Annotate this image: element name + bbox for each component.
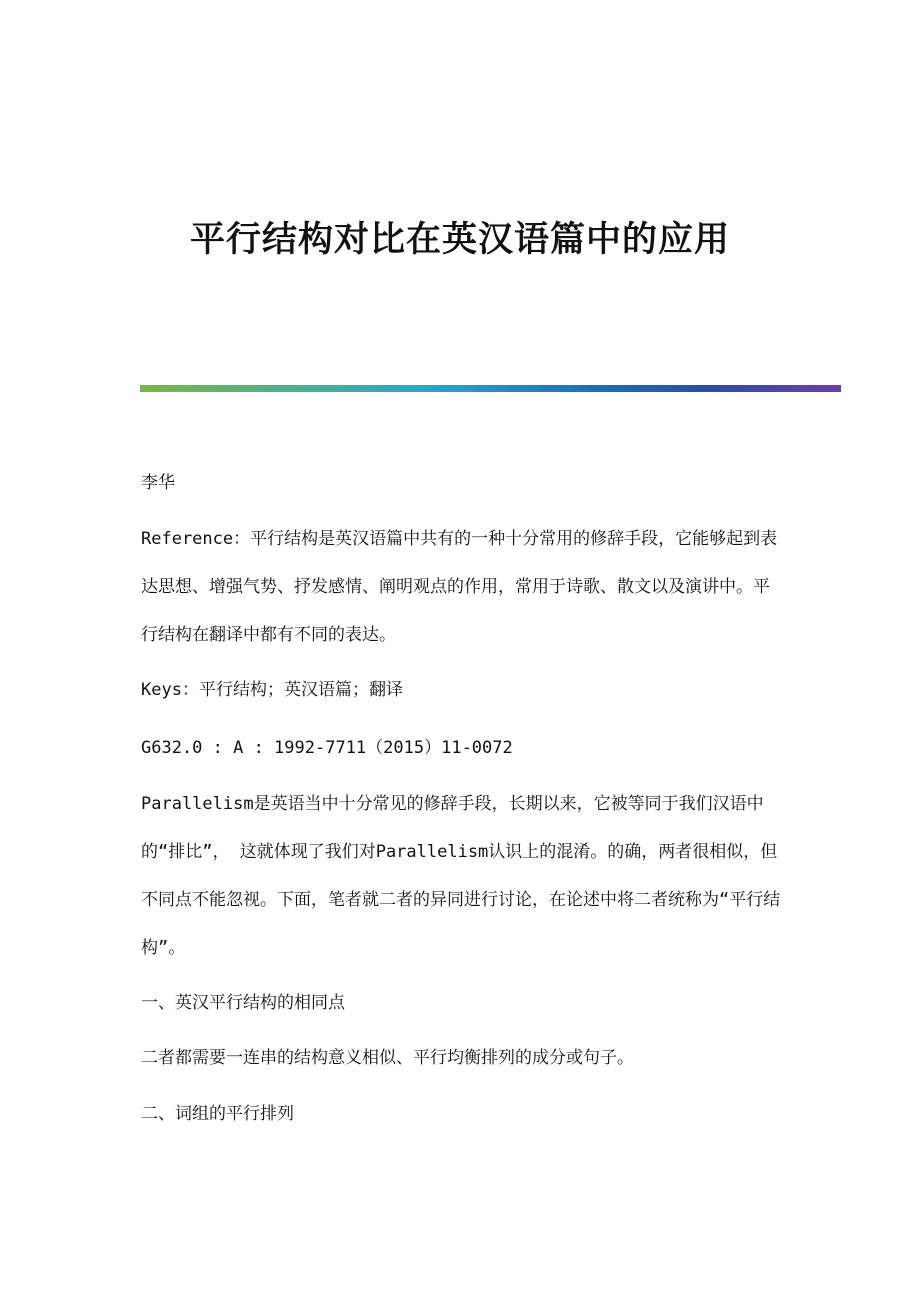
abstract-paragraph	[141, 515, 786, 659]
body-paragraph-1: Parallelism是英语当中十分常见的修辞手段，长期以来，它被等同于我们汉语中的“排比”， 这就体现了我们对Parallelism认识上的混淆。的确，两者很相似，但不同点不能忽视。下面，笔者就二者的异同进行讨论，在论述中将二者统称为“平行结构”。	[141, 794, 781, 958]
gradient-divider	[140, 385, 841, 392]
keywords-line	[141, 666, 786, 714]
document-title: 平行结构对比在英汉语篇中的应用	[189, 219, 730, 260]
section-heading-2: 二、词组的平行排列	[141, 1104, 294, 1124]
author-name: 李华	[141, 473, 175, 493]
keywords-label: Keys：	[141, 680, 199, 700]
classification-line: G632.0 : A : 1992-7711（2015）11-0072	[141, 738, 513, 758]
keywords-text: 平行结构；英汉语篇；翻译	[198, 680, 403, 700]
body-paragraph-2: 二者都需要一连串的结构意义相似、平行均衡排列的成分或句子。	[141, 1048, 634, 1068]
section-heading-1: 一、英汉平行结构的相同点	[141, 993, 345, 1013]
abstract-label: Reference：	[141, 529, 251, 549]
abstract-text: 平行结构是英汉语篇中共有的一种十分常用的修辞手段，它能够起到表达思想、增强气势、抒发感情、阐明观点的作用，常用于诗歌、散文以及演讲中。平行结构在翻译中都有不同的表达。	[141, 529, 778, 645]
